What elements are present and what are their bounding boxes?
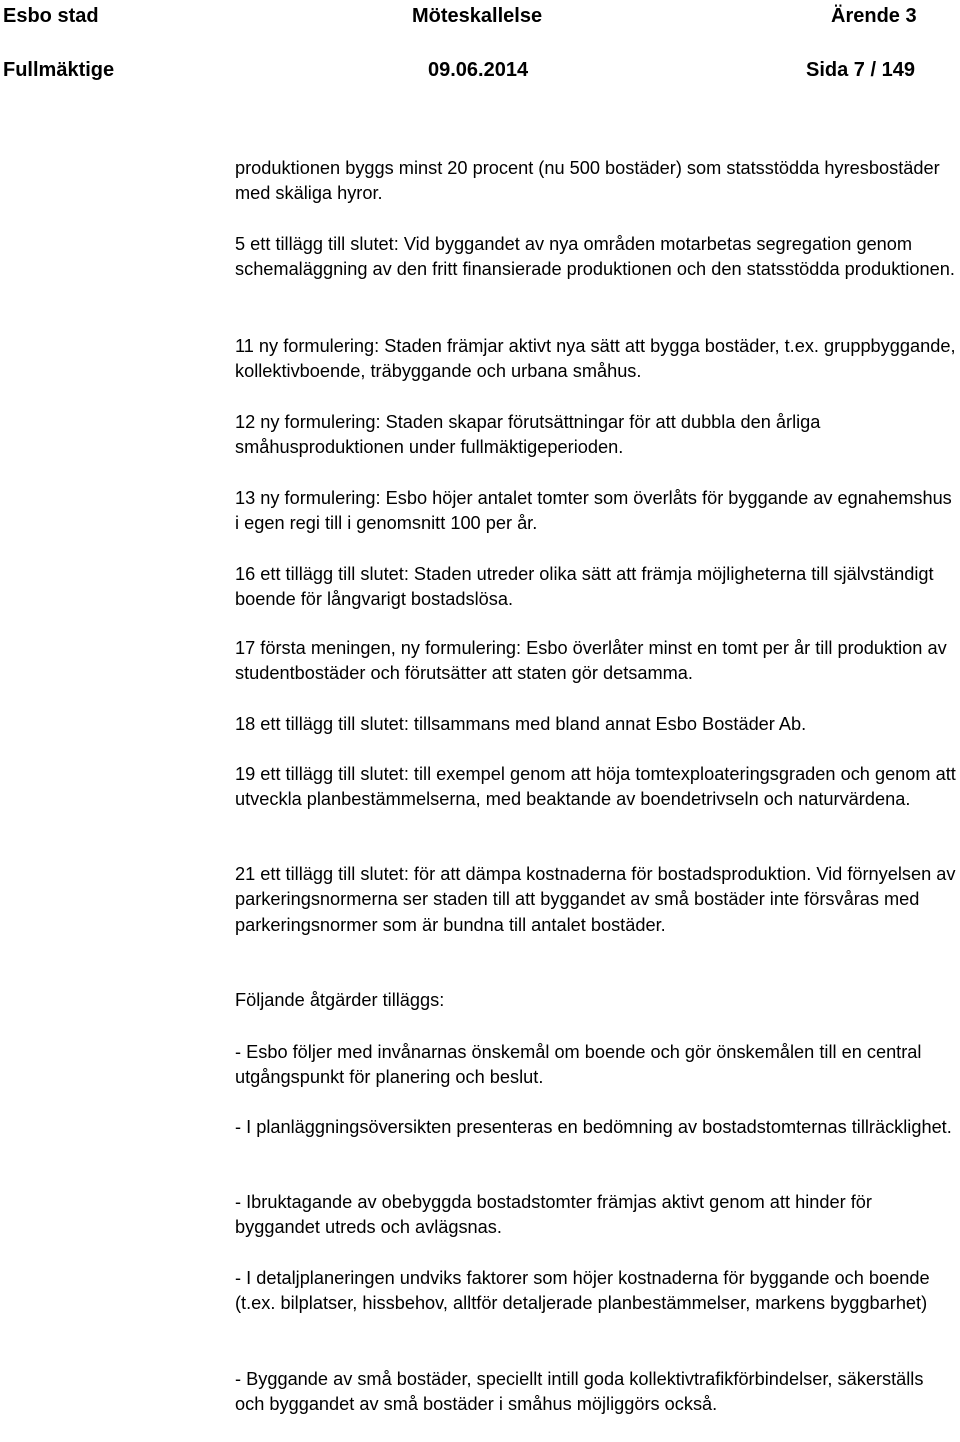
paragraph: 17 första meningen, ny formulering: Esbo överlåter minst en tomt per år till produktion av studentbostäder och förutsätter att staten gör detsamma. xyxy=(235,638,947,684)
list-item: - I planläggningsöversikten presenteras en bedömning av bostadstomternas tillräcklighet. xyxy=(235,1117,952,1137)
header-page-number: Sida 7 / 149 xyxy=(806,59,915,81)
paragraph: 19 ett tillägg till slutet: till exempel genom att höja tomtexploateringsgraden och genom att utveckla planbestämmelserna, med beaktande av boendetrivseln och naturvärdena. xyxy=(235,764,956,810)
paragraph: 13 ny formulering: Esbo höjer antalet tomter som överlåts för byggande av egnahemshus i egen regi till i genomsnitt 100 per år. xyxy=(235,488,952,534)
paragraph: 12 ny formulering: Staden skapar förutsättningar för att dubbla den årliga småhusproduktionen under fullmäktigeperioden. xyxy=(235,412,821,458)
list-item: - Byggande av små bostäder, speciellt intill goda kollektivtrafikförbindelser, säkerställs och byggandet av små bostäder i småhus möjliggörs också. xyxy=(235,1369,924,1415)
header-item-number: Ärende 3 xyxy=(831,5,917,27)
paragraph: produktionen byggs minst 20 procent (nu 500 bostäder) som statsstödda hyresbostäder med skäliga hyror. xyxy=(235,158,940,204)
list-item: - I detaljplaneringen undviks faktorer som höjer kostnaderna för byggande och boende (t.ex. bilplatser, hissbehov, alltför detaljerade planbestämmelser, markens byggbarhet) xyxy=(235,1268,930,1314)
section-heading: Följande åtgärder tilläggs: xyxy=(235,990,445,1010)
header-meeting-date: 09.06.2014 xyxy=(428,59,529,81)
paragraph: 21 ett tillägg till slutet: för att dämpa kostnaderna för bostadsproduktion. Vid förnyelsen av parkeringsnormerna ser staden till att byggandet av små bostäder inte försvåras med parkeringsnormer som är bundna till antalet bostäder. xyxy=(235,864,956,935)
header-organization: Esbo stad xyxy=(3,5,99,27)
header-document-type: Möteskallelse xyxy=(412,5,543,27)
list-item: - Ibruktagande av obebyggda bostadstomter främjas aktivt genom att hinder för byggandet utreds och avlägsnas. xyxy=(235,1192,872,1238)
header-meeting-body: Fullmäktige xyxy=(3,59,115,81)
list-item: - Esbo följer med invånarnas önskemål om boende och gör önskemålen till en central utgångspunkt för planering och beslut. xyxy=(235,1042,922,1088)
paragraph: 18 ett tillägg till slutet: tillsammans med bland annat Esbo Bostäder Ab. xyxy=(235,714,807,734)
paragraph: 16 ett tillägg till slutet: Staden utreder olika sätt att främja möjligheterna till självständigt boende för långvarigt bostadslösa. xyxy=(235,564,934,610)
paragraph: 11 ny formulering: Staden främjar aktivt nya sätt att bygga bostäder, t.ex. gruppbyggande, kollektivboende, träbyggande och urbana småhus. xyxy=(235,336,956,382)
paragraph: 5 ett tillägg till slutet: Vid byggandet av nya områden motarbetas segregation genom schemaläggning av den fritt finansierade produktionen och den statsstödda produktionen. xyxy=(235,234,955,280)
